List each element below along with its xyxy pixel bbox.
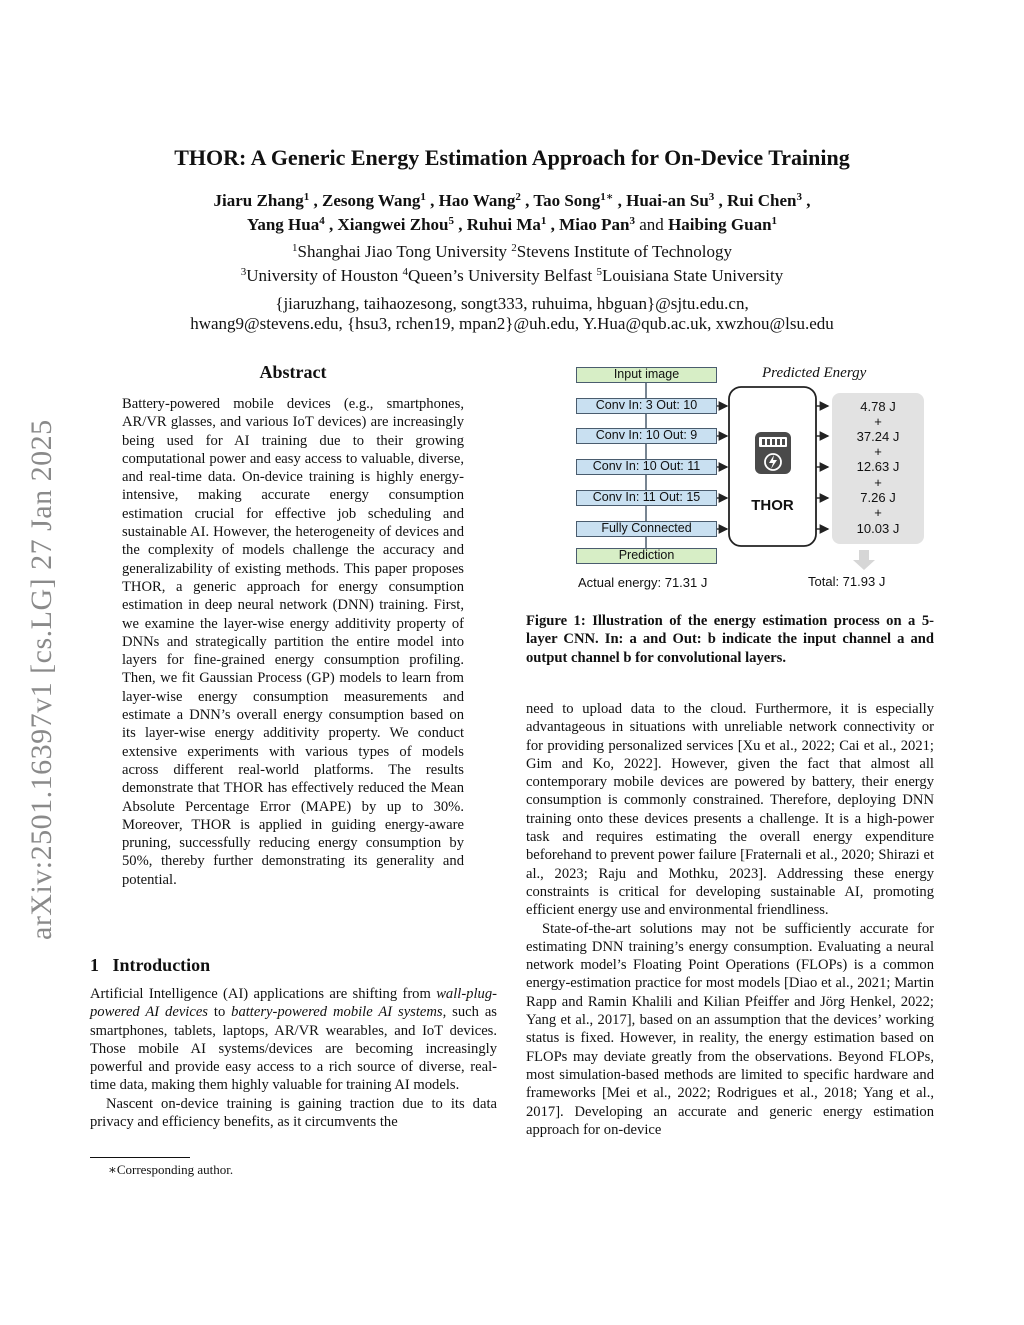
total-energy-label: Total: 71.93 J bbox=[808, 574, 886, 589]
author-affiliation-sup: 3 bbox=[629, 215, 636, 227]
author-name: Rui Chen bbox=[727, 191, 797, 210]
layer-box: Fully Connected bbox=[576, 521, 717, 537]
author bbox=[533, 191, 613, 210]
affiliation-name: Louisiana State University bbox=[601, 266, 784, 285]
author-affiliation-sup: 5 bbox=[448, 215, 454, 227]
energy-meter-icon bbox=[755, 432, 791, 474]
author-affiliation-sup: 3 bbox=[708, 191, 715, 203]
sum-down-arrow bbox=[853, 550, 875, 570]
affiliation-name: Stevens Institute of Technology bbox=[516, 242, 733, 261]
section-title: Introduction bbox=[112, 955, 211, 975]
arxiv-stamp: arXiv:2501.16397v1 [cs.LG] 27 Jan 2025 bbox=[25, 419, 58, 940]
author-list-line-2: Yang Hua$^4$ , Xiangwei Zhou$^5$ , Ruhui Ma$^1$ , Miao Pan$^3$ and Haibing Guan$^1$ bbox=[246, 215, 778, 234]
affiliation-line-2 bbox=[0, 264, 1024, 288]
plus-sign: + bbox=[874, 505, 882, 520]
footnote-rule bbox=[90, 1157, 190, 1158]
author bbox=[559, 215, 635, 234]
affiliation-sup: 5 bbox=[596, 266, 602, 278]
intro-paragraph-2: Nascent on-device training is gaining traction due to its data privacy and efficiency benefits, as it circumvents the bbox=[90, 1095, 497, 1131]
author-name: Huai-an Su bbox=[626, 191, 709, 210]
introduction-section bbox=[90, 955, 497, 1131]
affiliation-sup: 4 bbox=[402, 266, 409, 278]
plus-sign: + bbox=[874, 444, 882, 459]
prediction-box: Prediction bbox=[576, 548, 717, 564]
author-name: Tao Song bbox=[533, 191, 601, 210]
figure-1-caption: Figure 1: Illustration of the energy estimation process on a 5-layer CNN. In: a and Out: b indicate the input channel a and output channel b for convolutional layers. bbox=[526, 613, 934, 666]
author-affiliation-sup: 1∗ bbox=[600, 191, 614, 203]
affiliation-name: Queen’s University Belfast bbox=[408, 266, 593, 285]
author-name: Jiaru Zhang bbox=[213, 191, 304, 210]
author-and: and bbox=[639, 215, 669, 234]
author-affiliation-sup: 4 bbox=[319, 215, 325, 227]
input-image-box: Input image bbox=[576, 367, 717, 383]
abstract-heading: Abstract bbox=[259, 362, 327, 382]
author bbox=[214, 191, 310, 210]
predicted-energy-title: Predicted Energy bbox=[762, 365, 867, 381]
intro-paragraph-1: Artificial Intelligence (AI) applications are shifting from wall-plug-powered AI devices to battery-powered mobile AI systems, such as smartphones, tablets, laptops, AR/VR wearables, and IoT devices. Those mobile AI systems/devices are becoming increasingly powerful and provide easy access to a rich source of diverse, real-time data, making them highly valuable for training AI models. bbox=[90, 986, 497, 1094]
author bbox=[247, 215, 325, 234]
author bbox=[668, 215, 777, 234]
author-name: Ruhui Ma bbox=[466, 215, 541, 234]
affiliation-line-1 bbox=[0, 240, 1024, 264]
predicted-value: 12.63 J bbox=[856, 459, 900, 474]
layer-box: Conv In: 10 Out: 11 bbox=[576, 459, 717, 475]
author-name: Haibing Guan bbox=[668, 215, 772, 234]
author bbox=[337, 215, 454, 234]
plus-sign: + bbox=[874, 475, 882, 490]
thor-label: THOR bbox=[751, 497, 794, 514]
author bbox=[322, 191, 426, 210]
actual-energy-label: Actual energy: 71.31 J bbox=[578, 575, 708, 590]
layer-box: Conv In: 10 Out: 9 bbox=[576, 428, 717, 444]
affiliation-sup: 2 bbox=[511, 242, 517, 254]
author-name: Xiangwei Zhou bbox=[337, 215, 449, 234]
layer-box: Conv In: 3 Out: 10 bbox=[576, 398, 717, 414]
thor-to-value-arrows bbox=[816, 406, 828, 529]
right-paragraph-1: need to upload data to the cloud. Furthermore, it is especially advantageous in situations with unreliable network connectivity or for providing personalized services [Xu et al., 2022; Cai et al., 2021; Gim and Ko, 2022]. However, given the fact that almost all contemporary mobile devices are powered by battery, their energy consumption is commonly constrained. Therefore, deploying DNN training onto these devices presents a challenge. It is a high-power task and requires estimating the overall energy expenditure beforehand to prevent power failure [Fraternali et al., 2020; Shirazi et al., 2023; Raju and Mothku, 2023]. Addressing these energy constraints is critical for developing sustainable AI, promoting efficient energy use and environmental friendliness. bbox=[526, 701, 934, 919]
author-name: Yang Hua bbox=[246, 215, 320, 234]
affiliation-sup: 1 bbox=[291, 242, 298, 254]
author-affiliation-sup: 3 bbox=[796, 191, 802, 203]
affiliation-sup: 3 bbox=[240, 266, 247, 278]
author bbox=[626, 191, 714, 210]
author bbox=[727, 191, 802, 210]
author-affiliation-sup: 1 bbox=[303, 191, 310, 203]
abstract-section bbox=[122, 362, 464, 889]
layer-to-thor-arrows bbox=[717, 406, 727, 529]
author-affiliation-sup: 1 bbox=[420, 191, 426, 203]
predicted-value: 10.03 J bbox=[856, 521, 900, 536]
abstract-text: Battery-powered mobile devices (e.g., smartphones, AR/VR glasses, and various IoT devices) are increasingly being used for AI training due to their growing computational power and easy access to valuable, diverse, and real-time data. On-device training is highly energy-intensive, making accurate energy consumption estimation crucial for effective job scheduling and sustainable AI. However, the heterogeneity of devices and the complexity of models challenge the accuracy and generalizability of existing methods. This paper proposes THOR, a generic approach for energy consumption estimation in deep neural network (DNN) training. First, we examine the layer-wise energy additivity property of DNNs and strategically partition the entire model into layers for fine-grained energy consumption profiling. Then, we fit Gaussian Process (GP) models to learn from layer-wise energy consumption measurements and estimate a DNN’s overall energy consumption based on its layer-wise energy additivity property. We conduct extensive experiments with various types of models across different real-world platforms. The results demonstrate that THOR has effectively reduced the Mean Absolute Percentage Error (MAPE) by up to 30%. Moreover, THOR is applied in guiding energy-aware pruning, successfully reducing energy consumption by 50%, thereby further demonstrating its generality and potential. bbox=[122, 396, 464, 888]
footnote: ∗Corresponding author. bbox=[108, 1162, 234, 1177]
section-number: 1 bbox=[90, 955, 99, 975]
author-affiliation-sup: 2 bbox=[515, 191, 521, 203]
author-name: Hao Wang bbox=[438, 191, 516, 210]
author-affiliation-sup: 1 bbox=[771, 215, 778, 227]
author bbox=[439, 191, 521, 210]
layer-box: Conv In: 11 Out: 15 bbox=[576, 490, 717, 506]
plus-sign: + bbox=[874, 414, 882, 429]
affiliation-name: Shanghai Jiao Tong University bbox=[297, 242, 508, 261]
figure-1 bbox=[526, 360, 934, 600]
right-column-text bbox=[526, 700, 934, 1139]
author-name: Miao Pan bbox=[559, 215, 630, 234]
right-paragraph-2: State-of-the-art solutions may not be sufficiently accurate for estimating DNN training’s energy consumption. Evaluating a neural network model’s Floating Point Operations (FLOPs) is a common energy-estimation practice for most models [Diao et al., 2021; Martin Rapp and Ramin Khalili and Kilian Pfeiffer and Jörg Henkel, 2022; Yang et al., 2017], based on an assumption that the devices’ working status is fixed. However, in reality, the energy estimation based on FLOPs may deviate greatly from the observations. Beyond FLOPs, most simulation-based methods are limited to specific hardware and frameworks [Mei et al., 2022; Rodrigues et al., 2018; Yang et al., 2017]. Developing an accurate and generic energy estimation approach for on-device bbox=[526, 920, 934, 1138]
predicted-value: 7.26 J bbox=[860, 490, 896, 505]
paper-title: THOR: A Generic Energy Estimation Approach for On-Device Training bbox=[174, 145, 850, 170]
author-name: Zesong Wang bbox=[322, 191, 421, 210]
email-line-2: hwang9@stevens.edu, {hsu3, rchen19, mpan2}@uh.edu, Y.Hua@qub.ac.uk, xwzhou@lsu.edu bbox=[190, 314, 834, 333]
email-line-1: {jiaruzhang, taihaozesong, songt333, ruhuima, hbguan}@sjtu.edu.cn, bbox=[275, 294, 749, 313]
affiliation-name: University of Houston bbox=[246, 266, 399, 285]
predicted-value: 4.78 J bbox=[860, 399, 896, 414]
predicted-value: 37.24 J bbox=[856, 429, 900, 444]
introduction-heading bbox=[90, 955, 497, 976]
author-affiliation-sup: 1 bbox=[540, 215, 547, 227]
author bbox=[467, 215, 547, 234]
author-list-line-1: Jiaru Zhang$^1$ , Zesong Wang$^1$ , Hao Wang$^2$ , Tao Song$^{1∗}$ , Huai-an Su$^3$ , Rui Chen$^3$ , bbox=[213, 191, 811, 210]
